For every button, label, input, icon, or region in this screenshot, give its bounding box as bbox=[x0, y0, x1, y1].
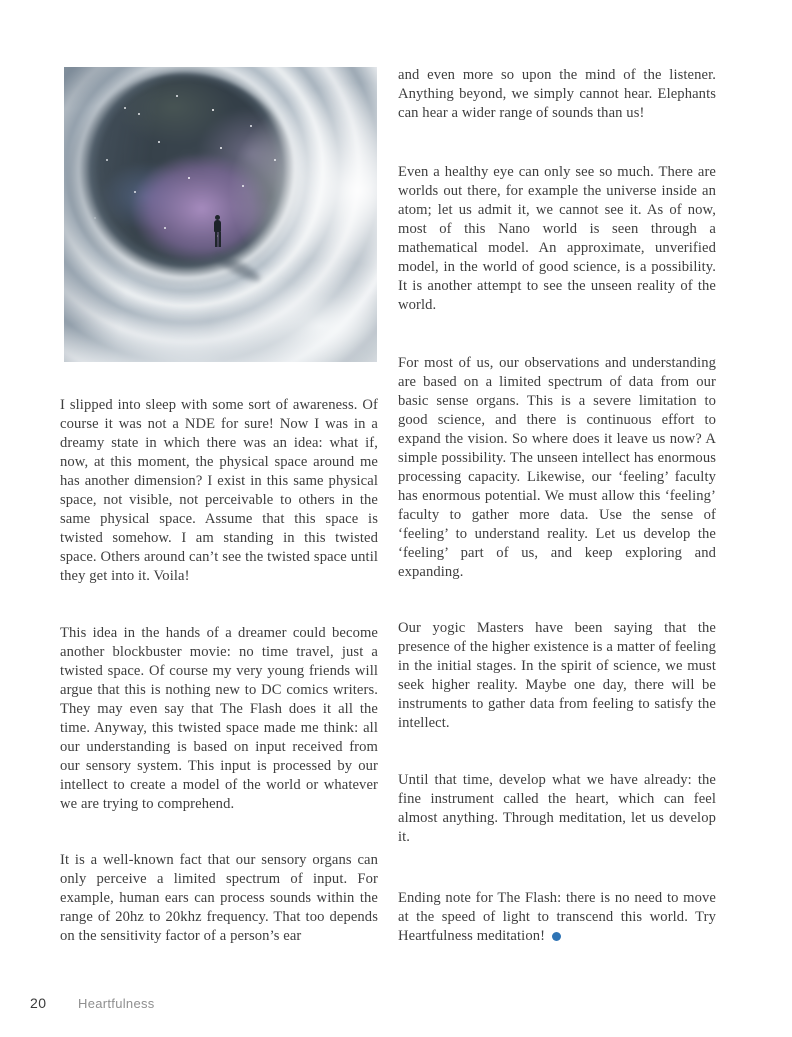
right-column bbox=[398, 0, 716, 1037]
article-paragraph bbox=[398, 889, 716, 946]
article-paragraph: and even more so upon the mind of the listener. Anything beyond, we simply cannot hear. Elephants can hear a wider range of sounds than us! bbox=[398, 67, 716, 121]
article-paragraph: It is a well-known fact that our sensory organs can only perceive a limited spectrum of input. For example, human ears can process sounds within the range of 20hz to 20khz frequency. That too depends on the sensitivity factor of a person’s ear bbox=[60, 852, 378, 944]
article-paragraph: Even a healthy eye can only see so much. There are worlds out there, for example the universe inside an atom; let us admit it, we cannot see it. As of now, most of this Nano world is seen through a mathematical model. An approximate, unverified model, in the world of good science, is a possibility. It is another attempt to see the unseen reality of the world. bbox=[398, 164, 716, 313]
left-column bbox=[60, 0, 378, 1037]
article-image bbox=[64, 67, 377, 362]
person-silhouette bbox=[213, 215, 222, 248]
article-paragraph: I slipped into sleep with some sort of awareness. Of course it was not a NDE for sure! Now I was in a dreamy state in which there was an idea: what if, now, at this moment, the physical space around me has another dimension? I exist in this same physical space, not visible, not perceivable to others in the same physical space. Assume that this space is twisted somehow. I am standing in this twisted space. Others around can’t see the twisted space until they get into it. Voila! bbox=[60, 397, 378, 584]
end-of-article-dot bbox=[552, 932, 561, 941]
person-torso bbox=[214, 220, 221, 232]
magazine-name: Heartfulness bbox=[78, 996, 155, 1011]
page-number: 20 bbox=[30, 995, 47, 1011]
article-paragraph: For most of us, our observations and understanding are based on a limited spectrum of data from our basic sense organs. This is a severe limitation to good science, and there is continuous effort to expand the vision. So where does it leave us now? A simple possibility. The unseen intellect has enormous processing capacity. Likewise, our ‘feeling’ faculty has enormous potential. We must allow this ‘feeling’ faculty to gather more data. Use the sense of ‘feeling’ to understand reality. Let us develop the ‘feeling’ part of us, and keep exploring and expanding. bbox=[398, 355, 716, 580]
article-paragraph: Our yogic Masters have been saying that the presence of the higher existence is a matter of feeling in the initial stages. In the spirit of science, we must seek higher reality. Maybe one day, there will be instruments to gather data from feeling to satisfy the intellect. bbox=[398, 620, 716, 731]
paragraph-text: Ending note for The Flash: there is no need to move at the speed of light to transcend this world. Try Heartfulness meditation! bbox=[398, 890, 716, 944]
article-paragraph: Until that time, develop what we have already: the fine instrument called the heart, which can feel almost anything. Through meditation, let us develop it. bbox=[398, 772, 716, 845]
article-paragraph: This idea in the hands of a dreamer could become another blockbuster movie: no time travel, just a twisted space. Of course my very young friends will argue that this is nothing new to DC comics writers. They may even say that The Flash does it all the time. Anyway, this twisted space made me think: all our understanding is based on input received from our sensory system. This input is processed by our intellect to create a model of the world or whatever we are trying to comprehend. bbox=[60, 625, 378, 812]
person-legs bbox=[215, 232, 221, 247]
